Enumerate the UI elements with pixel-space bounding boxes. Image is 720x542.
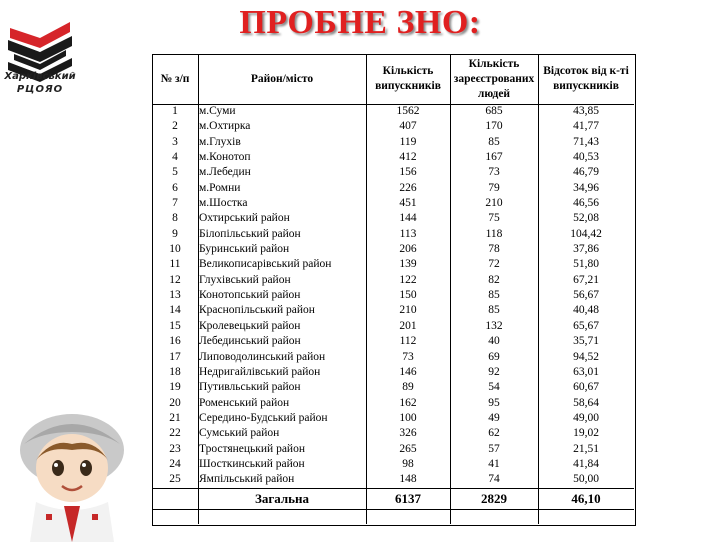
row-graduates: 451 (399, 197, 417, 210)
row-district: Глухівський район (199, 273, 291, 286)
table-row (152, 350, 634, 365)
row-graduates: 119 (399, 135, 417, 148)
row-num: 22 (169, 427, 181, 440)
header-graduates: Кількість випускників (375, 65, 441, 92)
table-row (152, 211, 634, 226)
table-row (152, 196, 634, 211)
row-num: 8 (172, 212, 178, 225)
row-percent: 21,51 (573, 442, 599, 455)
table-total-row (152, 488, 634, 509)
row-graduates: 122 (399, 273, 417, 286)
row-district: м.Ромни (199, 181, 241, 194)
row-district: м.Суми (199, 105, 236, 117)
row-num: 16 (169, 335, 181, 348)
row-district: м.Шостка (199, 197, 248, 210)
row-percent: 71,43 (573, 135, 599, 148)
row-graduates: 156 (399, 166, 417, 179)
table-row (152, 242, 634, 257)
table-row (152, 442, 634, 457)
row-percent: 46,79 (573, 166, 599, 179)
row-num: 14 (169, 304, 181, 317)
table-row (152, 411, 634, 426)
header-district: Район/місто (250, 72, 314, 85)
table-row (152, 426, 634, 441)
table-row (152, 135, 634, 150)
header-num: № з/п (160, 72, 190, 85)
row-num: 9 (172, 227, 178, 240)
logo-line-2: РЦОЯО (16, 84, 64, 95)
row-num: 18 (169, 365, 181, 378)
row-num: 6 (172, 181, 178, 194)
row-district: Великописарівський район (199, 258, 332, 271)
row-graduates: 412 (399, 151, 417, 164)
row-num: 2 (172, 120, 178, 133)
row-num: 19 (169, 381, 181, 394)
logo-line-1: Харківський (4, 71, 76, 82)
row-num: 3 (172, 135, 178, 148)
total-percent: 46,10 (538, 488, 634, 509)
row-district: Середино-Будський район (199, 411, 328, 424)
table-row (152, 472, 634, 488)
row-graduates: 112 (399, 335, 417, 348)
row-registered: 40 (488, 335, 500, 348)
row-percent: 51,80 (573, 258, 599, 271)
row-graduates: 146 (399, 365, 417, 378)
row-graduates: 98 (402, 457, 414, 470)
table-row (152, 319, 634, 334)
row-registered: 78 (488, 243, 500, 256)
table-row (152, 227, 634, 242)
row-registered: 167 (485, 151, 503, 164)
table-row (152, 303, 634, 318)
row-num: 17 (169, 350, 181, 363)
row-district: Роменський район (199, 396, 290, 409)
row-percent: 40,53 (573, 151, 599, 164)
row-percent: 35,71 (573, 335, 599, 348)
table-row (152, 396, 634, 411)
row-percent: 94,52 (573, 350, 599, 363)
row-district: Буринський район (199, 243, 290, 256)
row-percent: 50,00 (573, 473, 599, 486)
table-row (152, 165, 634, 180)
row-registered: 210 (485, 197, 503, 210)
header-registered: Кількість зареєстрованих людей (453, 57, 535, 100)
table-row (152, 181, 634, 196)
row-graduates: 139 (399, 258, 417, 271)
table-header-row (152, 54, 634, 104)
row-district: м.Конотоп (199, 151, 251, 164)
row-num: 12 (169, 273, 181, 286)
row-district: Липоводолинський район (199, 350, 326, 363)
row-district: Сумський район (199, 427, 280, 440)
row-percent: 34,96 (573, 181, 599, 194)
row-percent: 43,85 (573, 105, 599, 117)
row-district: м.Лебедин (199, 166, 251, 179)
row-registered: 74 (488, 473, 500, 486)
row-percent: 65,67 (573, 319, 599, 332)
row-graduates: 162 (399, 396, 417, 409)
row-registered: 685 (485, 105, 503, 117)
row-graduates: 73 (402, 350, 414, 363)
row-graduates: 148 (399, 473, 417, 486)
table-row (152, 365, 634, 380)
row-percent: 49,00 (573, 411, 599, 424)
row-num: 13 (169, 289, 181, 302)
row-graduates: 1562 (396, 105, 420, 117)
row-num: 11 (169, 258, 181, 271)
row-registered: 57 (488, 442, 500, 455)
total-registered: 2829 (450, 488, 538, 509)
row-graduates: 210 (399, 304, 417, 317)
row-num: 7 (172, 197, 178, 210)
row-district: Білопільський район (199, 227, 301, 240)
row-num: 20 (169, 396, 181, 409)
row-percent: 58,64 (573, 396, 599, 409)
page-title: ПРОБНЕ ЗНО: (239, 4, 481, 41)
row-registered: 41 (488, 457, 500, 470)
table-row (152, 257, 634, 272)
table-row (152, 288, 634, 303)
row-registered: 85 (488, 304, 500, 317)
row-num: 5 (172, 166, 178, 179)
row-district: Краснопільський район (199, 304, 315, 317)
table-row (152, 457, 634, 472)
table-row (152, 119, 634, 134)
row-registered: 75 (488, 212, 500, 225)
row-registered: 73 (488, 166, 500, 179)
row-percent: 67,21 (573, 273, 599, 286)
row-district: Ямпільський район (199, 473, 295, 486)
row-registered: 54 (488, 381, 500, 394)
logo-caption (2, 70, 78, 96)
row-percent: 41,77 (573, 120, 599, 133)
row-registered: 170 (485, 120, 503, 133)
row-registered: 118 (485, 227, 503, 240)
row-district: Конотопський район (199, 289, 301, 302)
row-percent: 41,84 (573, 457, 599, 470)
row-num: 4 (172, 151, 178, 164)
row-district: Шосткинський район (199, 457, 305, 470)
row-num: 23 (169, 442, 181, 455)
row-registered: 85 (488, 289, 500, 302)
table-row (152, 150, 634, 165)
row-percent: 63,01 (573, 365, 599, 378)
row-num: 25 (169, 473, 181, 486)
row-graduates: 144 (399, 212, 417, 225)
row-registered: 62 (488, 427, 500, 440)
row-percent: 52,08 (573, 212, 599, 225)
row-district: м.Глухів (199, 135, 241, 148)
row-num: 10 (169, 243, 181, 256)
row-graduates: 326 (399, 427, 417, 440)
row-registered: 49 (488, 411, 500, 424)
row-graduates: 150 (399, 289, 417, 302)
total-graduates: 6137 (366, 488, 450, 509)
row-district: Путивльський район (199, 381, 301, 394)
row-registered: 95 (488, 396, 500, 409)
row-percent: 40,48 (573, 304, 599, 317)
row-registered: 92 (488, 365, 500, 378)
row-graduates: 100 (399, 411, 417, 424)
row-registered: 79 (488, 181, 500, 194)
child-mascot-icon (2, 410, 142, 542)
row-graduates: 226 (399, 181, 417, 194)
table-row (152, 104, 634, 119)
row-district: Тростянецький район (199, 442, 305, 455)
row-graduates: 265 (399, 442, 417, 455)
row-graduates: 407 (399, 120, 417, 133)
row-district: Лебединський район (199, 335, 301, 348)
row-percent: 46,56 (573, 197, 599, 210)
row-registered: 82 (488, 273, 500, 286)
row-registered: 69 (488, 350, 500, 363)
row-graduates: 89 (402, 381, 414, 394)
table-row (152, 273, 634, 288)
total-label: Загальна (198, 488, 366, 509)
table-row (152, 380, 634, 395)
row-percent: 104,42 (570, 227, 602, 240)
row-registered: 72 (488, 258, 500, 271)
row-graduates: 113 (399, 227, 417, 240)
row-percent: 56,67 (573, 289, 599, 302)
table-row (152, 334, 634, 349)
row-num: 24 (169, 457, 181, 470)
row-district: Охтирський район (199, 212, 290, 225)
row-num: 1 (172, 105, 178, 117)
row-num: 15 (169, 319, 181, 332)
row-district: Недригайлівський район (199, 365, 321, 378)
row-num: 21 (169, 411, 181, 424)
row-percent: 60,67 (573, 381, 599, 394)
row-graduates: 206 (399, 243, 417, 256)
results-table (152, 54, 634, 510)
header-percent: Відсоток від к-ті випускників (543, 65, 629, 92)
row-registered: 85 (488, 135, 500, 148)
row-registered: 132 (485, 319, 503, 332)
row-percent: 37,86 (573, 243, 599, 256)
row-district: Кролевецький район (199, 319, 301, 332)
row-percent: 19,02 (573, 427, 599, 440)
row-graduates: 201 (399, 319, 417, 332)
row-district: м.Охтирка (199, 120, 251, 133)
